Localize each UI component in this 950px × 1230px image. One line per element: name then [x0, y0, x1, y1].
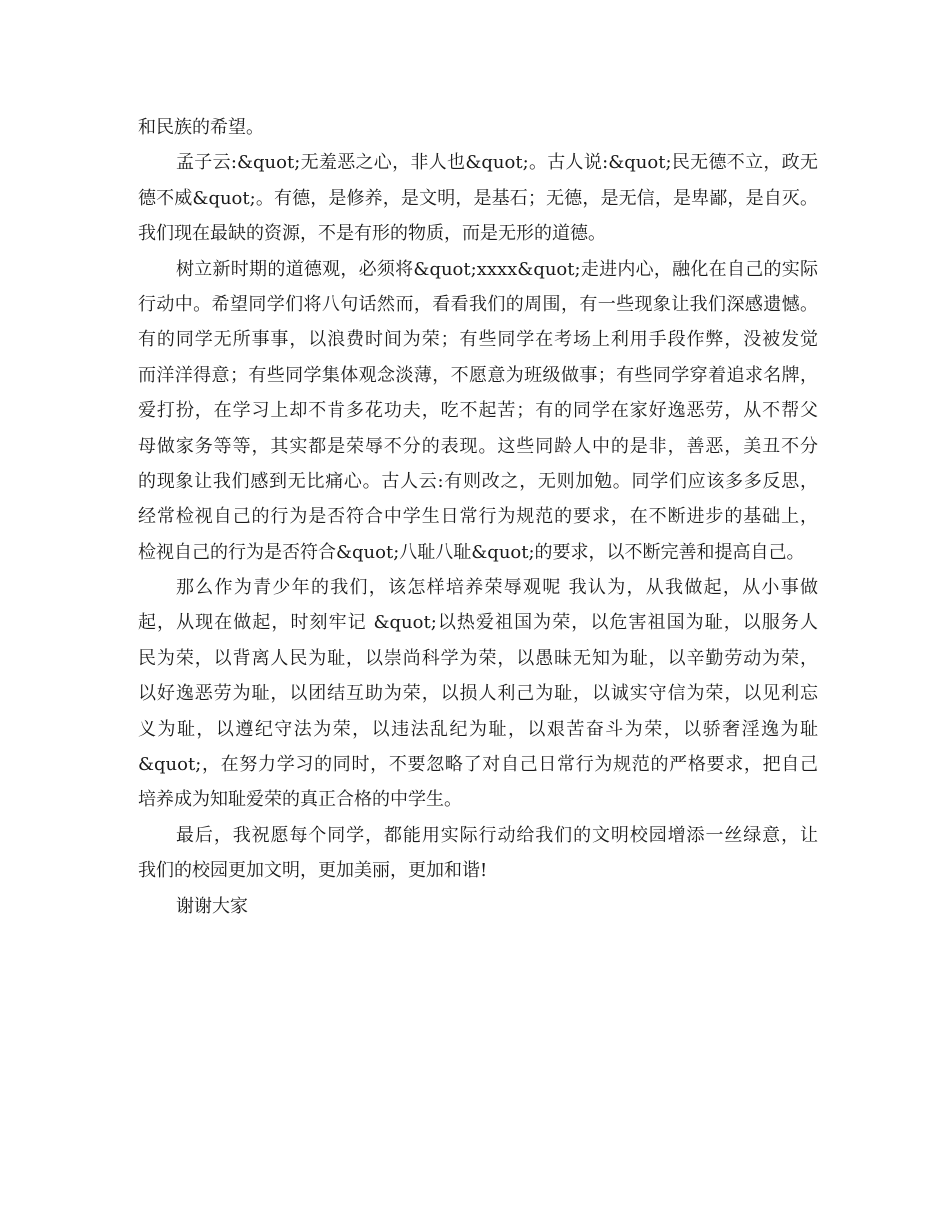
text-line: 和民族的希望。: [138, 117, 264, 138]
document-body: [138, 110, 818, 924]
text-line: 我们现在最缺的资源，不是有形的物质，而是无形的道德。: [138, 223, 606, 245]
text-line: 义为耻，以遵纪守法为荣，以违法乱纪为耻，以艰苦奋斗为荣，以骄奢淫逸为耻: [138, 718, 818, 740]
text-line: 母做家务等等，其实都是荣辱不分的表现。这些同龄人中的是非，善恶，美丑不分: [138, 435, 818, 457]
text-line: 德不威&quot;。有德，是修养，是文明，是基石；无德，是无信，是卑鄙，是自灭。: [138, 187, 818, 209]
text-line: 那么作为青少年的我们，该怎样培养荣辱观呢 我认为，从我做起，从小事做: [176, 577, 818, 599]
text-line: 的现象让我们感到无比痛心。古人云:有则改之，无则加勉。同学们应该多多反思，: [138, 470, 818, 492]
text-line: 检视自己的行为是否符合&quot;八耻八耻&quot;的要求，以不断完善和提高自己。: [138, 541, 805, 563]
text-line: 民为荣，以背离人民为耻，以崇尚科学为荣，以愚昧无知为耻，以辛勤劳动为荣，: [138, 647, 818, 669]
text-line: &quot;，在努力学习的同时，不要忽略了对自己日常行为规范的严格要求，把自己: [138, 754, 818, 776]
text-line: 树立新时期的道德观，必须将&quot;xxxx&quot;走进内心，融化在自己的实际: [176, 258, 818, 280]
text-line: 以好逸恶劳为耻，以团结互助为荣，以损人利己为耻，以诚实守信为荣，以见利忘: [138, 683, 818, 705]
text-line: 有的同学无所事事，以浪费时间为荣；有些同学在考场上利用手段作弊，没被发觉: [138, 329, 818, 351]
text-line: 经常检视自己的行为是否符合中学生日常行为规范的要求，在不断进步的基础上，: [138, 506, 818, 528]
text-line: 最后，我祝愿每个同学，都能用实际行动给我们的文明校园增添一丝绿意，让: [176, 824, 818, 846]
text-line: 孟子云:&quot;无羞恶之心，非人也&quot;。古人说:&quot;民无德不立，政无: [176, 152, 818, 174]
text-line: 培养成为知耻爱荣的真正合格的中学生。: [138, 789, 462, 811]
text-line: 爱打扮，在学习上却不肯多花功夫，吃不起苦；有的同学在家好逸恶劳，从不帮父: [138, 400, 818, 422]
text-line: 起，从现在做起，时刻牢记 &quot;以热爱祖国为荣，以危害祖国为耻，以服务人: [138, 612, 818, 634]
text-line: 谢谢大家: [176, 895, 248, 917]
text-line: 行动中。希望同学们将八句话然而，看看我们的周围，有一些现象让我们深感遗憾。: [138, 293, 818, 315]
text-line: 我们的校园更加文明，更加美丽，更加和谐!: [138, 860, 488, 882]
text-line: 而洋洋得意；有些同学集体观念淡薄，不愿意为班级做事；有些同学穿着追求名牌，: [138, 364, 818, 386]
